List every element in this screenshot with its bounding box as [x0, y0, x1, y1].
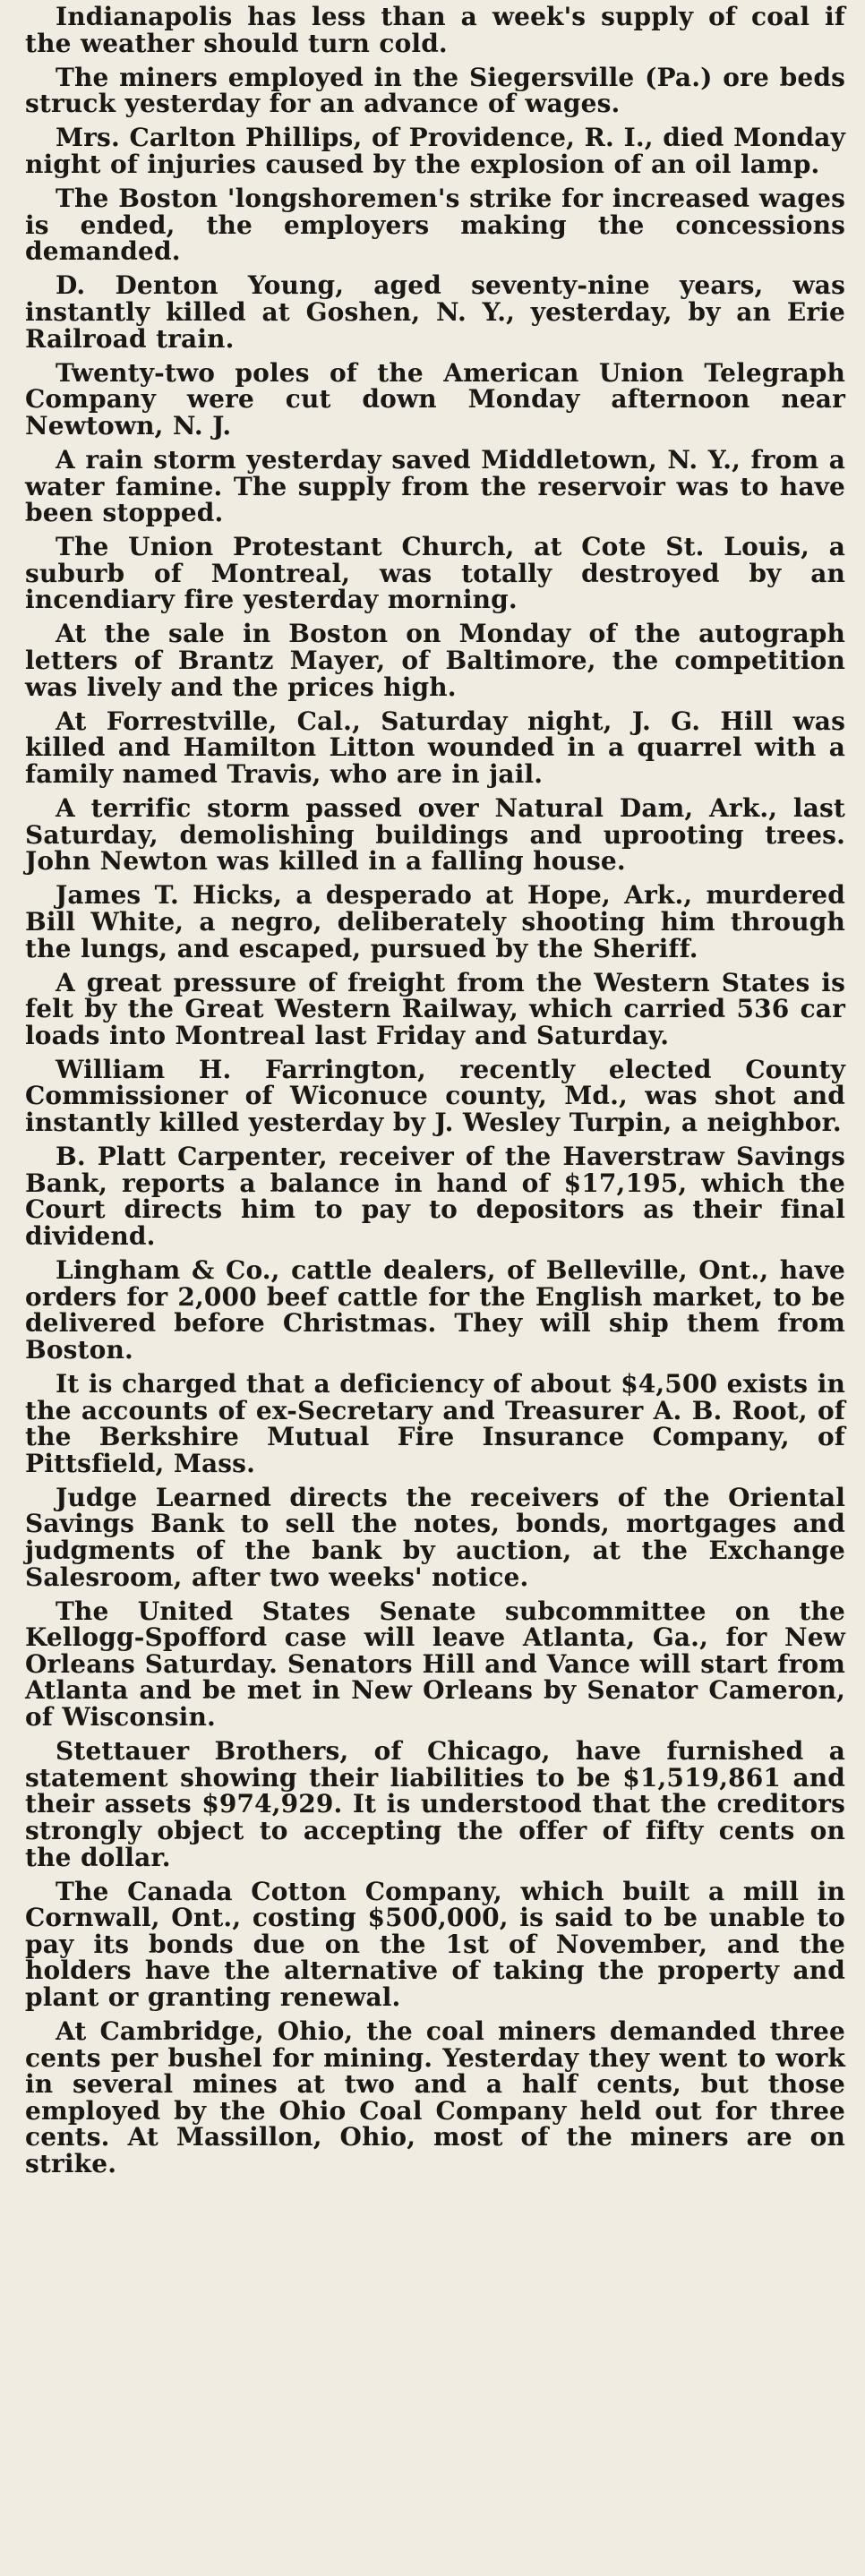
news-item: The Canada Cotton Company, which built a mill in Cornwall, Ont., costing $500,000, is said to be unable to pay its bonds due on the 1st of November, and the holders have the alternative of taking the property and plant or granting renewal. — [25, 1876, 845, 2012]
news-item: The miners employed in the Siegersville (Pa.) ore beds struck yesterday for an advance of wages. — [25, 62, 845, 119]
news-item: At Cambridge, Ohio, the coal miners demanded three cents per bushel for mining. Yesterday they went to work in several mines at two and a half cents, but those employed by the Ohio Coal Company held out for three cents. At Massillon, Ohio, most of the miners are on strike. — [25, 2016, 845, 2179]
news-item: B. Platt Carpenter, receiver of the Haverstraw Savings Bank, reports a balance in hand of $17,195, which the Court directs him to pay to depositors as their final dividend. — [25, 1142, 845, 1251]
news-item: At Forrestville, Cal., Saturday night, J. G. Hill was killed and Hamilton Litton wounded in a quarrel with a family named Travis, who are in jail. — [25, 706, 845, 789]
news-item: The Boston 'longshoremen's strike for increased wages is ended, the employers making the concessions demanded. — [25, 184, 845, 267]
news-item: At the sale in Boston on Monday of the autograph letters of Brantz Mayer, of Baltimore, the competition was lively and the prices high. — [25, 619, 845, 702]
news-item: A terrific storm passed over Natural Dam, Ark., last Saturday, demolishing buildings and uprooting trees. John Newton was killed in a falling house. — [25, 793, 845, 877]
news-item: Indianapolis has less than a week's supply of coal if the weather should turn cold. — [25, 2, 845, 58]
news-item: Stettauer Brothers, of Chicago, have furnished a statement showing their liabilities to be $1,519,861 and their assets $974,929. It is understood that the creditors strongly object to accepting the offer of fifty cents on the dollar. — [25, 1736, 845, 1872]
news-item: Mrs. Carlton Phillips, of Providence, R. I., died Monday night of injuries caused by the explosion of an oil lamp. — [25, 123, 845, 179]
news-item: D. Denton Young, aged seventy-nine years, was instantly killed at Goshen, N. Y., yesterday, by an Erie Railroad train. — [25, 270, 845, 354]
news-item: The United States Senate subcommittee on the Kellogg-Spofford case will leave Atlanta, Ga., for New Orleans Saturday. Senators Hill and Vance will start from Atlanta and be met in New Orleans by Senator Cameron, of Wisconsin. — [25, 1596, 845, 1733]
news-item: Judge Learned directs the receivers of the Oriental Savings Bank to sell the notes, bonds, mortgages and judgments of the bank by auction, at the Exchange Salesroom, after two weeks' notice. — [25, 1482, 845, 1592]
news-item: William H. Farrington, recently elected County Commissioner of Wiconuce county, Md., was shot and instantly killed yesterday by J. Wesley Turpin, a neighbor. — [25, 1054, 845, 1138]
news-item: James T. Hicks, a desperado at Hope, Ark., murdered Bill White, a negro, deliberately shooting him through the lungs, and escaped, pursued by the Sheriff. — [25, 880, 845, 963]
news-item: A great pressure of freight from the Western States is felt by the Great Western Railway, which carried 536 car loads into Montreal last Friday and Saturday. — [25, 967, 845, 1050]
news-item: Twenty-two poles of the American Union Telegraph Company were cut down Monday afternoon near Newtown, N. J. — [25, 357, 845, 441]
news-item: Lingham & Co., cattle dealers, of Belleville, Ont., have orders for 2,000 beef cattle for the English market, to be delivered before Christmas. They will ship them from Boston. — [25, 1255, 845, 1365]
news-item: It is charged that a deficiency of about $4,500 exists in the accounts of ex-Secretary and Treasurer A. B. Root, of the Berkshire Mutual Fire Insurance Company, of Pittsfield, Mass. — [25, 1368, 845, 1478]
news-item: A rain storm yesterday saved Middletown, N. Y., from a water famine. The supply from the reservoir was to have been stopped. — [25, 444, 845, 528]
news-item: The Union Protestant Church, at Cote St. Louis, a suburb of Montreal, was totally destroyed by an incendiary fire yesterday morning. — [25, 532, 845, 615]
